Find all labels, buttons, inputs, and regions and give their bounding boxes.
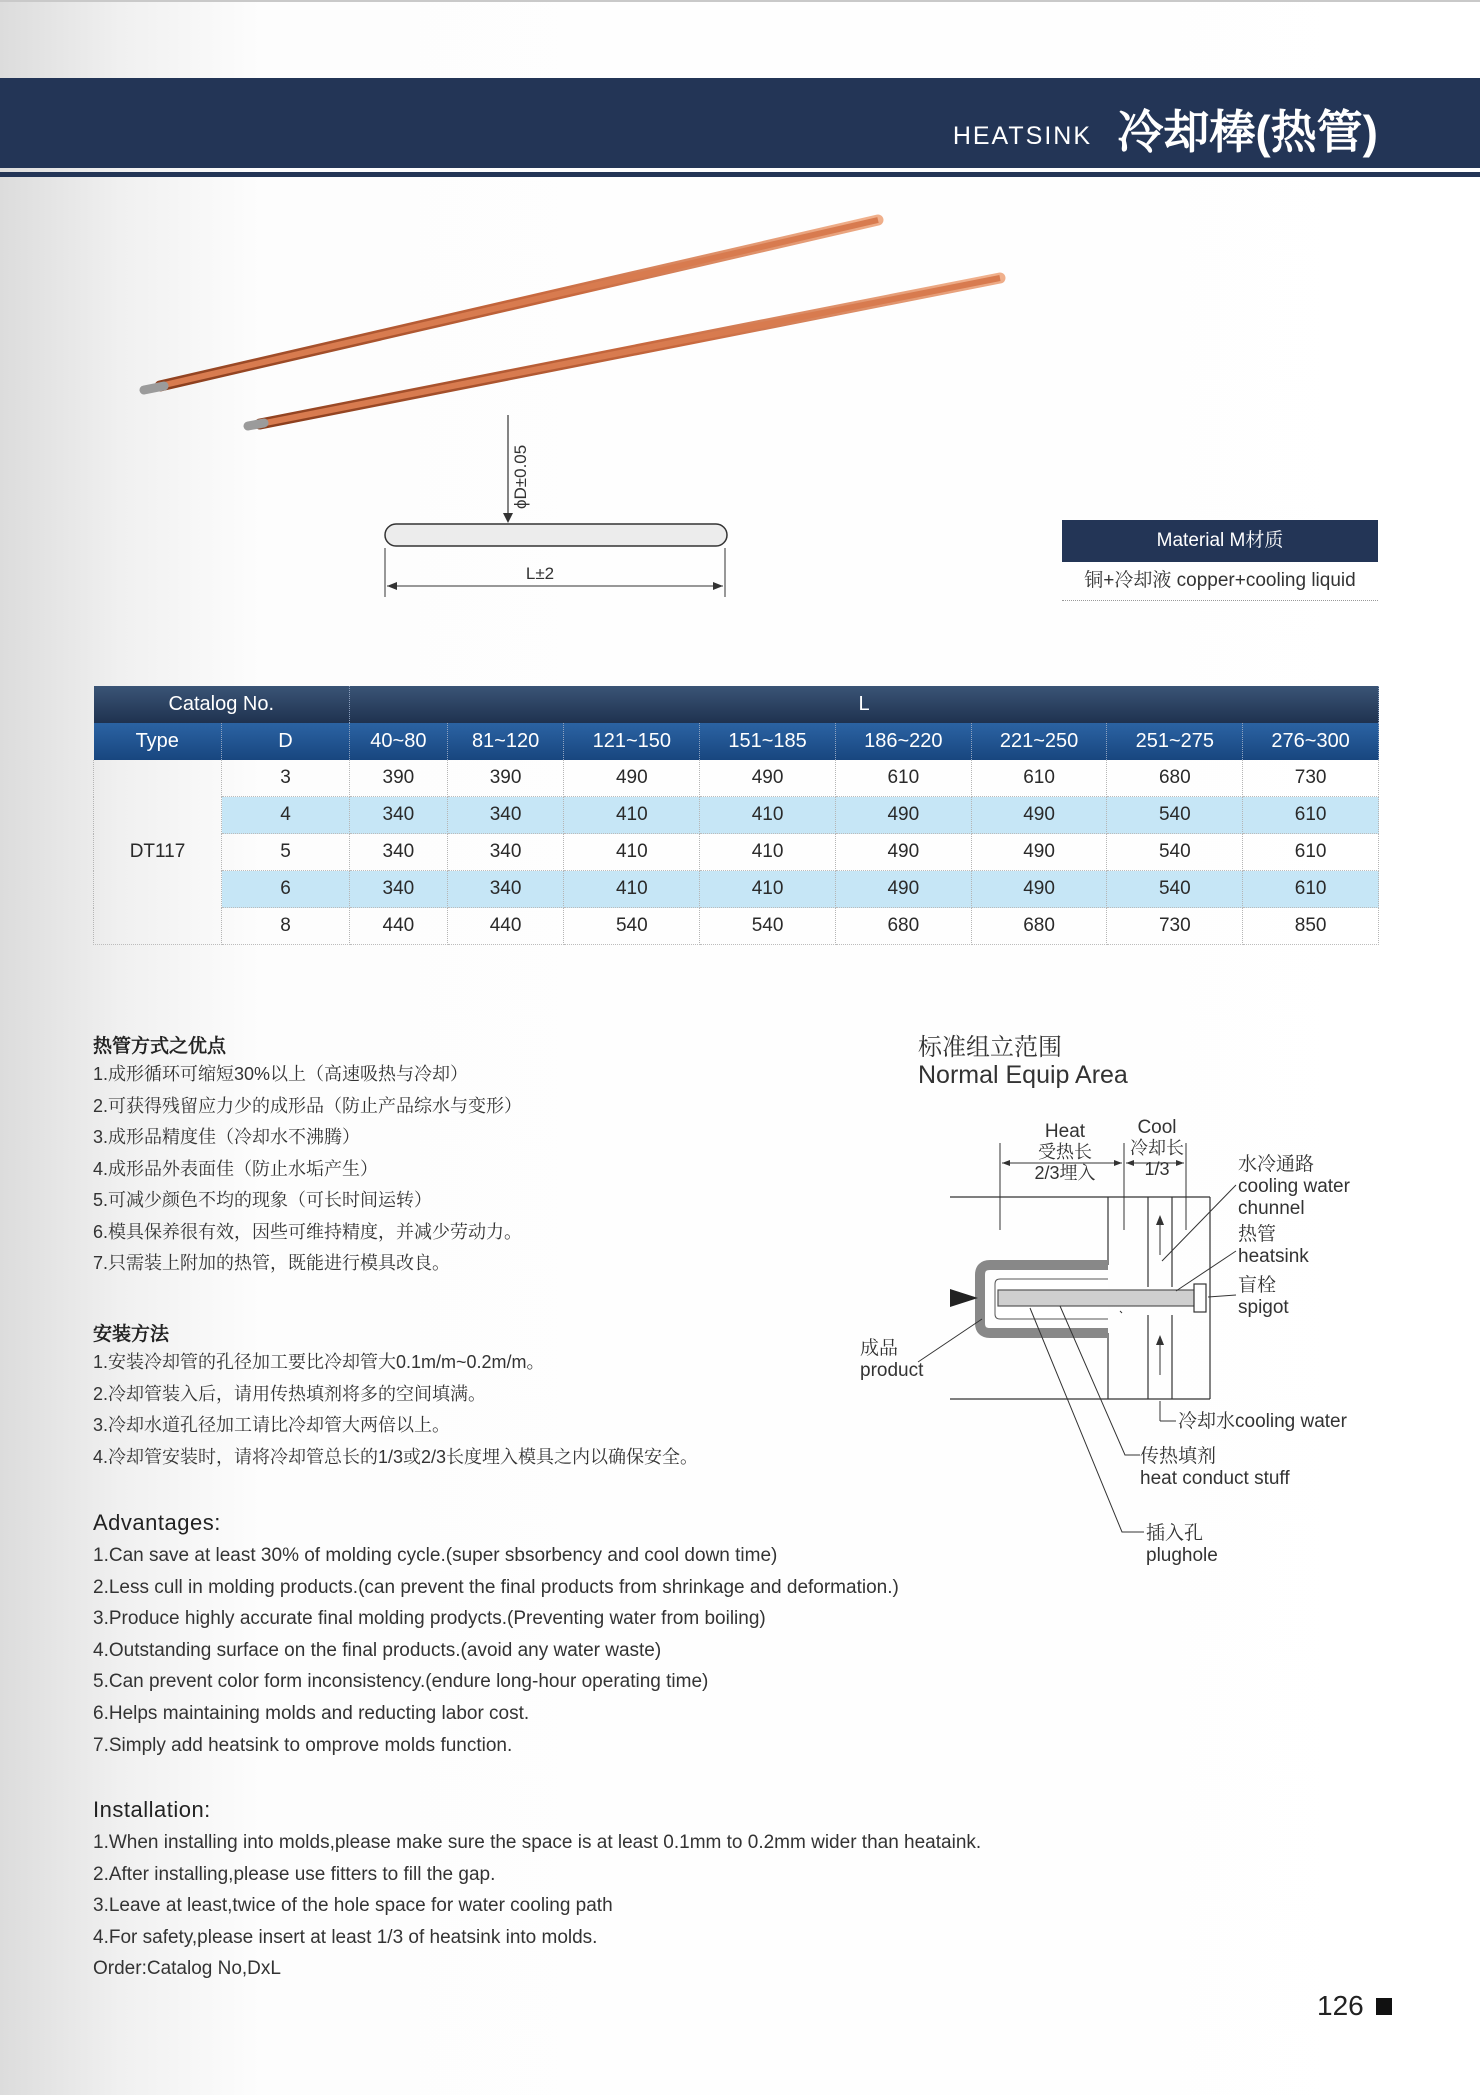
type-cell: DT117 [94, 760, 222, 945]
value-cell: 410 [564, 834, 700, 871]
list-item: 2.Less cull in molding products.(can prevent the final products from shrinkage and deformation.) [93, 1576, 899, 1598]
installation-en-list [93, 1827, 981, 1985]
install-cn-list [93, 1347, 698, 1473]
value-cell: 730 [1107, 908, 1243, 945]
list-item: 4.成形品外表面佳（防止水垢产生） [93, 1158, 379, 1179]
list-item: 4.For safety,please insert at least 1/3 of heatsink into molds. [93, 1926, 598, 1948]
heatsink-label-cn: 热管 [1238, 1224, 1277, 1245]
spigot-label-cn: 盲栓 [1238, 1275, 1277, 1296]
range-header: 186~220 [835, 723, 971, 760]
value-cell: 340 [350, 797, 448, 834]
list-item: 1.When installing into molds,please make sure the space is at least 0.1mm to 0.2mm wider than heataink. [93, 1832, 982, 1853]
table-row [94, 797, 1379, 834]
table-row [94, 760, 1379, 797]
material-value: 铜+冷却液 copper+cooling liquid [1062, 568, 1378, 601]
cooling-water-label: 冷却水cooling water [1178, 1411, 1347, 1432]
value-cell: 340 [447, 834, 564, 871]
value-cell: 390 [350, 760, 448, 797]
value-cell: 490 [835, 871, 971, 908]
value-cell: 410 [700, 871, 836, 908]
advantages-en-title: Advantages: [93, 1510, 221, 1535]
value-cell: 680 [971, 908, 1107, 945]
range-header: 251~275 [1107, 723, 1243, 760]
value-cell: 610 [971, 760, 1107, 797]
channel-label-cn: 水冷通路 [1238, 1154, 1315, 1175]
diameter-label: ϕD±0.05 [511, 444, 530, 509]
value-cell: 490 [971, 871, 1107, 908]
catalog-header: Catalog No. [94, 686, 350, 723]
value-cell: 410 [700, 797, 836, 834]
d-cell: 6 [222, 871, 350, 908]
list-item: 4.Outstanding surface on the final products.(avoid any water waste) [93, 1639, 662, 1661]
value-cell: 340 [350, 834, 448, 871]
dimension-drawing [370, 405, 750, 605]
spigot-plug [1194, 1284, 1206, 1312]
list-item: 3.Leave at least,twice of the hole space for water cooling path [93, 1895, 613, 1917]
value-cell: 730 [1243, 760, 1379, 797]
list-item: 3.Produce highly accurate final molding prodycts.(Preventing water from boiling) [93, 1608, 766, 1630]
type-header: Type [94, 723, 222, 760]
rod-outline [385, 524, 727, 546]
value-cell: 680 [1107, 760, 1243, 797]
cool-ratio: 1/3 [1144, 1159, 1170, 1179]
list-item: 4.冷却管安装时，请将冷却管总长的1/3或2/3长度埋入模具之内以确保安全。 [93, 1446, 699, 1467]
cool-label: Cool [1137, 1117, 1177, 1138]
stuff-label-en: heat conduct stuff [1140, 1468, 1290, 1489]
installation-en-title: Installation: [93, 1797, 211, 1822]
table-subheader-row [94, 723, 1379, 760]
length-label: L±2 [525, 564, 555, 583]
value-cell: 850 [1243, 908, 1379, 945]
top-rule [0, 0, 1480, 2]
value-cell: 390 [447, 760, 564, 797]
value-cell: 610 [835, 760, 971, 797]
heat-ratio: 2/3埋入 [1034, 1163, 1096, 1183]
heatsink-rod [998, 1290, 1198, 1306]
injection-arrow-icon [950, 1289, 978, 1307]
page-marker-square [1376, 1998, 1392, 2015]
material-header: Material M材质 [1062, 520, 1378, 562]
plughole-label-en: plughole [1146, 1545, 1218, 1566]
list-item: 6.模具保养很有效，因些可维持精度，并减少劳动力。 [93, 1221, 523, 1242]
list-item: 5.Can prevent color form inconsistency.(endure long-hour operating time) [93, 1671, 709, 1693]
d-cell: 4 [222, 797, 350, 834]
value-cell: 340 [447, 871, 564, 908]
value-cell: 490 [700, 760, 836, 797]
d-cell: 3 [222, 760, 350, 797]
range-header: 121~150 [564, 723, 700, 760]
value-cell: 490 [835, 834, 971, 871]
range-header: 81~120 [447, 723, 564, 760]
d-cell: 5 [222, 834, 350, 871]
product-label-en: product [860, 1360, 924, 1381]
value-cell: 440 [350, 908, 448, 945]
value-cell: 610 [1243, 834, 1379, 871]
title-en: HEATSINK [952, 122, 1092, 150]
value-cell: 490 [564, 760, 700, 797]
spigot-label-en: spigot [1238, 1297, 1289, 1318]
list-item: 1.安装冷却管的孔径加工要比冷却管大0.1m/m~0.2m/m。 [93, 1352, 545, 1372]
order-note: Order:Catalog No,DxL [93, 1958, 281, 1980]
value-cell: 540 [1107, 871, 1243, 908]
value-cell: 410 [564, 871, 700, 908]
value-cell: 490 [835, 797, 971, 834]
list-item: 2.After installing,please use fitters to fill the gap. [93, 1863, 496, 1885]
table-row [94, 834, 1379, 871]
install-cn-title: 安装方法 [93, 1324, 170, 1345]
list-item: 1.Can save at least 30% of molding cycle.(super sbsorbency and cool down time) [93, 1545, 778, 1566]
advantages-cn-list [93, 1059, 522, 1280]
cool-label-cn: 冷却长 [1130, 1138, 1184, 1158]
list-item: 2.冷却管装入后，请用传热填剂将多的空间填满。 [93, 1383, 487, 1404]
product-label-cn: 成品 [860, 1338, 899, 1359]
advantages-en-list [93, 1540, 899, 1761]
range-header: 40~80 [350, 723, 448, 760]
rod-lower [248, 278, 1000, 426]
value-cell: 340 [447, 797, 564, 834]
table-row [94, 908, 1379, 945]
list-item: 1.成形循环可缩短30%以上（高速吸热与冷却） [93, 1064, 469, 1084]
stuff-label-cn: 传热填剂 [1140, 1446, 1217, 1467]
advantages-cn-title: 热管方式之优点 [93, 1036, 227, 1057]
list-item: 7.Simply add heatsink to omprove molds function. [93, 1734, 513, 1756]
l-header: L [350, 686, 1379, 723]
value-cell: 610 [1243, 871, 1379, 908]
diagram-title-cn: 标准组立范围 [918, 1034, 1062, 1061]
value-cell: 540 [1107, 797, 1243, 834]
list-item: 6.Helps maintaining molds and reducting labor cost. [93, 1702, 530, 1724]
channel-label-en: cooling water [1238, 1176, 1350, 1197]
heat-label: Heat [1044, 1121, 1086, 1142]
value-cell: 410 [564, 797, 700, 834]
heatsink-rods-photo [130, 200, 1030, 440]
list-item: 3.冷却水道孔径加工请比冷却管大两倍以上。 [93, 1415, 451, 1435]
list-item: 3.成形品精度佳（冷却水不沸腾） [93, 1127, 361, 1147]
value-cell: 340 [350, 871, 448, 908]
value-cell: 680 [835, 908, 971, 945]
value-cell: 490 [971, 834, 1107, 871]
range-header: 151~185 [700, 723, 836, 760]
header-underline [0, 172, 1480, 177]
list-item: 2.可获得残留应力少的成形品（防止产品综水与变形） [93, 1095, 523, 1116]
value-cell: 410 [700, 834, 836, 871]
channel-label-en2: chunnel [1238, 1198, 1305, 1219]
header-banner [0, 78, 1480, 168]
value-cell: 540 [1107, 834, 1243, 871]
diagram-title-en: Normal Equip Area [918, 1061, 1128, 1089]
list-item: 7.只需装上附加的热管，既能进行模具改良。 [93, 1253, 451, 1273]
table-row [94, 871, 1379, 908]
d-header: D [222, 723, 350, 760]
value-cell: 490 [971, 797, 1107, 834]
plughole-label-cn: 插入孔 [1146, 1523, 1204, 1544]
rod-upper [144, 220, 878, 390]
table-header-row [94, 686, 1379, 723]
value-cell: 540 [700, 908, 836, 945]
list-item: 5.可减少颜色不均的现象（可长时间运转） [93, 1190, 433, 1210]
heatsink-label-en: heatsink [1238, 1246, 1309, 1267]
range-header: 276~300 [1243, 723, 1379, 760]
title-cn: 冷却棒(热管) [1117, 106, 1378, 158]
d-cell: 8 [222, 908, 350, 945]
value-cell: 440 [447, 908, 564, 945]
page-number: 126 [1317, 1990, 1364, 2021]
catalog-table [93, 686, 1379, 945]
equip-area-diagram [850, 1025, 1390, 1580]
value-cell: 610 [1243, 797, 1379, 834]
heat-label-cn: 受热长 [1038, 1142, 1092, 1162]
range-header: 221~250 [971, 723, 1107, 760]
value-cell: 540 [564, 908, 700, 945]
